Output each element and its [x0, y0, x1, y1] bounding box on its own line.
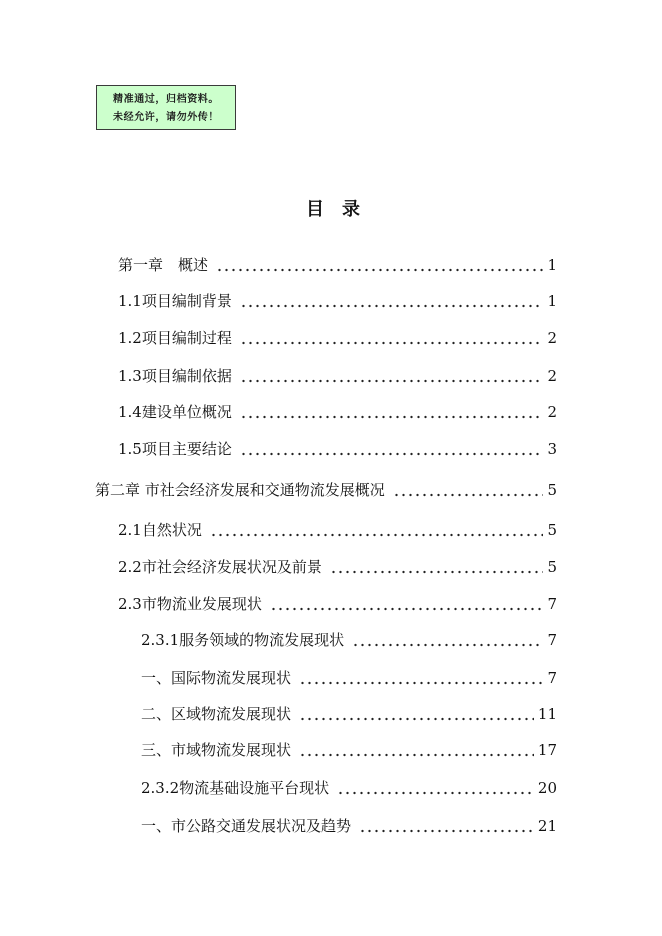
notice-line-2: 未经允许，请勿外传！ — [113, 112, 219, 123]
toc-entry-text: 一、国际物流发展现状 — [141, 669, 292, 687]
toc-entry-page: 2 — [547, 329, 557, 347]
toc-entry-page: 7 — [547, 669, 557, 687]
dot-leader — [391, 480, 544, 500]
toc-entry-subsection — [141, 630, 557, 650]
toc-entry-section — [118, 366, 557, 386]
toc-entry-section — [118, 520, 557, 540]
toc-entry-page: 17 — [537, 741, 557, 759]
toc-entry-subsection — [141, 668, 557, 688]
toc-entry-text: 1.5项目主要结论 — [118, 440, 232, 458]
toc-entry-text: 第一章 概述 — [118, 256, 209, 274]
toc-entry-text: 一、市公路交通发展状况及趋势 — [141, 817, 352, 835]
toc-title: 目 录 — [306, 199, 360, 220]
notice-box — [96, 85, 236, 130]
toc-entry-page: 5 — [547, 558, 557, 576]
dot-leader — [328, 557, 544, 577]
notice-line-1: 精准通过，归档资料。 — [113, 94, 219, 105]
toc-entry-page: 5 — [547, 521, 557, 539]
dot-leader — [208, 520, 544, 540]
toc-entry-page: 7 — [547, 595, 557, 613]
toc-entry-page: 20 — [537, 779, 557, 797]
toc-entry-subsection — [141, 704, 557, 724]
toc-entry-text: 1.3项目编制依据 — [118, 367, 232, 385]
toc-entry-section — [118, 439, 557, 459]
toc-entry-text: 2.3.2物流基础设施平台现状 — [141, 779, 330, 797]
toc-entry-page: 3 — [547, 440, 557, 458]
toc-entry-subsection — [141, 816, 557, 836]
dot-leader — [297, 740, 534, 760]
toc-entry-text: 2.3市物流业发展现状 — [118, 595, 262, 613]
toc-entry-section — [118, 594, 557, 614]
dot-leader — [238, 439, 544, 459]
toc-entry-text: 2.2市社会经济发展状况及前景 — [118, 558, 322, 576]
toc-entry-section — [118, 291, 557, 311]
toc-entry-text: 第二章 市社会经济发展和交通物流发展概况 — [95, 481, 385, 499]
dot-leader — [357, 816, 534, 836]
toc-entry-text: 1.2项目编制过程 — [118, 329, 232, 347]
toc-entry-text: 2.3.1服务领域的物流发展现状 — [141, 631, 345, 649]
toc-entry-chapter — [95, 480, 557, 500]
dot-leader — [238, 402, 544, 422]
dot-leader — [238, 291, 544, 311]
toc-entry-section — [118, 328, 557, 348]
dot-leader — [297, 704, 534, 724]
toc-entry-page: 5 — [547, 481, 557, 499]
toc-entry-page: 1 — [547, 292, 557, 310]
toc-entry-page: 7 — [547, 631, 557, 649]
toc-entry-text: 二、区域物流发展现状 — [141, 705, 292, 723]
dot-leader — [335, 778, 534, 798]
toc-entry-section — [118, 402, 557, 422]
dot-leader — [297, 668, 543, 688]
toc-entry-subsection — [141, 740, 557, 760]
toc-entry-section — [118, 557, 557, 577]
dot-leader — [238, 328, 544, 348]
toc-entry-text: 2.1自然状况 — [118, 521, 202, 539]
toc-entry-page: 1 — [547, 256, 557, 274]
toc-entry-subsection — [141, 778, 557, 798]
toc-entry-text: 三、市域物流发展现状 — [141, 741, 292, 759]
dot-leader — [350, 630, 543, 650]
toc-entry-page: 21 — [537, 817, 557, 835]
dot-leader — [238, 366, 544, 386]
dot-leader — [214, 255, 543, 275]
dot-leader — [268, 594, 544, 614]
toc-entry-chapter — [118, 255, 557, 275]
toc-entry-page: 2 — [547, 367, 557, 385]
toc-entry-page: 2 — [547, 403, 557, 421]
toc-entry-text: 1.4建设单位概况 — [118, 403, 232, 421]
toc-entry-page: 11 — [537, 705, 557, 723]
toc-entry-text: 1.1项目编制背景 — [118, 292, 232, 310]
